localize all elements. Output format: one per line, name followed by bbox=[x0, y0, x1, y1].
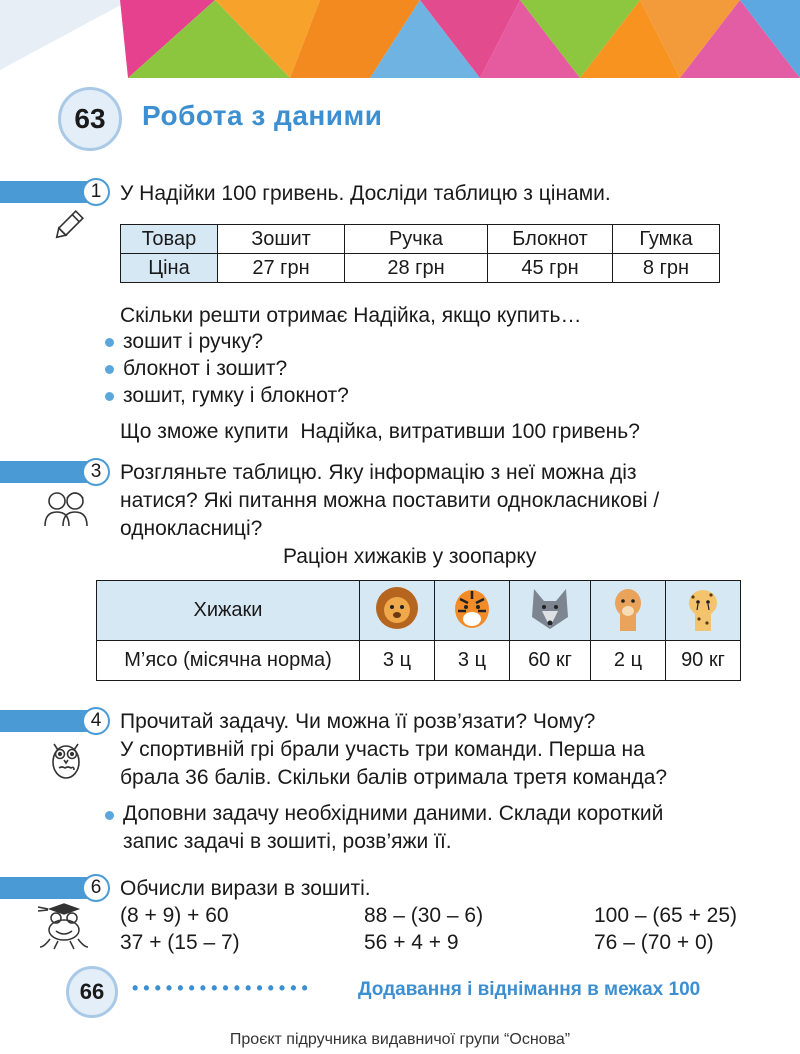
expression: 56 + 4 + 9 bbox=[364, 931, 459, 954]
animal-cell bbox=[510, 581, 591, 641]
table-cell: 2 ц bbox=[591, 641, 666, 681]
bullet-icon bbox=[105, 365, 114, 374]
task3-line2: натися? Які питання можна поставити однокласникові / bbox=[120, 489, 660, 512]
task-marker-bar bbox=[0, 710, 92, 732]
bullet-icon bbox=[105, 338, 114, 347]
row-header-price: Ціна bbox=[121, 254, 218, 283]
row-header-item: Товар bbox=[121, 225, 218, 254]
list-item: зошит і ручку? bbox=[123, 330, 264, 353]
table-cell: 28 грн bbox=[345, 254, 488, 283]
animal-cell bbox=[666, 581, 741, 641]
table-cell: 60 кг bbox=[510, 641, 591, 681]
price-table bbox=[120, 224, 720, 283]
lion-icon bbox=[373, 583, 421, 633]
diet-table bbox=[96, 580, 741, 681]
page-number: 66 bbox=[66, 966, 118, 1018]
task-number: 4 bbox=[82, 707, 110, 735]
bullet-icon bbox=[105, 392, 114, 401]
table-title: Раціон хижаків у зоопарку bbox=[283, 545, 537, 568]
task-number: 3 bbox=[82, 458, 110, 486]
table-cell: 8 грн bbox=[613, 254, 720, 283]
task4-bullet-line1: Доповни задачу необхідними даними. Склади короткий bbox=[123, 802, 664, 825]
section-title: Додавання і віднімання в межах 100 bbox=[358, 979, 701, 1000]
table-cell: 3 ц bbox=[360, 641, 435, 681]
cheetah-icon bbox=[679, 583, 727, 633]
expression: 88 – (30 – 6) bbox=[364, 904, 484, 927]
decorative-banner bbox=[0, 0, 800, 78]
task1-final-question: Що зможе купити Надійка, витративши 100 гривень? bbox=[120, 420, 640, 443]
expression: 100 – (65 + 25) bbox=[594, 904, 738, 927]
bullet-icon bbox=[105, 811, 114, 820]
animal-cell bbox=[435, 581, 510, 641]
animal-cell bbox=[591, 581, 666, 641]
header-predators: Хижаки bbox=[97, 581, 360, 641]
task6-text: Обчисли вирази в зошиті. bbox=[120, 877, 371, 900]
puma-icon bbox=[604, 583, 652, 633]
table-cell: Ручка bbox=[345, 225, 488, 254]
task-marker-bar bbox=[0, 461, 92, 483]
table-cell: 3 ц bbox=[435, 641, 510, 681]
expression: 76 – (70 + 0) bbox=[594, 931, 714, 954]
pencil-icon bbox=[50, 208, 86, 244]
table-cell: 90 кг bbox=[666, 641, 741, 681]
task4-line2: У спортивній грі брали участь три команди. Перша на bbox=[120, 738, 645, 761]
expression: (8 + 9) + 60 bbox=[120, 904, 229, 927]
lesson-number: 63 bbox=[58, 87, 122, 151]
task-number: 6 bbox=[82, 874, 110, 902]
task1-text: У Надійки 100 гривень. Досліди таблицю з цінами. bbox=[120, 182, 611, 205]
owl-icon bbox=[50, 738, 82, 780]
task4-bullet-line2: запис задачі в зошиті, розв’яжи її. bbox=[123, 830, 452, 853]
table-cell: 45 грн bbox=[488, 254, 613, 283]
list-item: блокнот і зошит? bbox=[123, 357, 288, 380]
list-item: зошит, гумку і блокнот? bbox=[123, 384, 349, 407]
task3-line3: однокласниці? bbox=[120, 517, 263, 540]
task4-line3: брала 36 балів. Скільки балів отримала третя команда? bbox=[120, 766, 668, 789]
task-marker-bar bbox=[0, 181, 92, 203]
task3-line1: Розгляньте таблицю. Яку інформацію з неї можна діз bbox=[120, 461, 637, 484]
pair-work-icon bbox=[42, 488, 90, 528]
tiger-icon bbox=[448, 583, 496, 633]
table-cell: Зошит bbox=[218, 225, 345, 254]
frog-icon bbox=[36, 903, 90, 951]
task-number: 1 bbox=[82, 178, 110, 206]
task-marker-bar bbox=[0, 877, 92, 899]
table-cell: Блокнот bbox=[488, 225, 613, 254]
task4-line1: Прочитай задачу. Чи можна її розв’язати? Чому? bbox=[120, 710, 596, 733]
expression: 37 + (15 – 7) bbox=[120, 931, 240, 954]
row-header-meat: М’ясо (місячна норма) bbox=[97, 641, 360, 681]
publisher-credit: Проєкт підручника видавничої групи “Основа” bbox=[229, 1031, 571, 1048]
lesson-title: Робота з даними bbox=[142, 100, 383, 131]
dotted-divider: •••••••••••••••• bbox=[132, 978, 313, 998]
table-cell: 27 грн bbox=[218, 254, 345, 283]
table-cell: Гумка bbox=[613, 225, 720, 254]
animal-cell bbox=[360, 581, 435, 641]
task1-question: Скільки решти отримає Надійка, якщо купить… bbox=[120, 304, 582, 327]
wolf-icon bbox=[526, 583, 574, 633]
